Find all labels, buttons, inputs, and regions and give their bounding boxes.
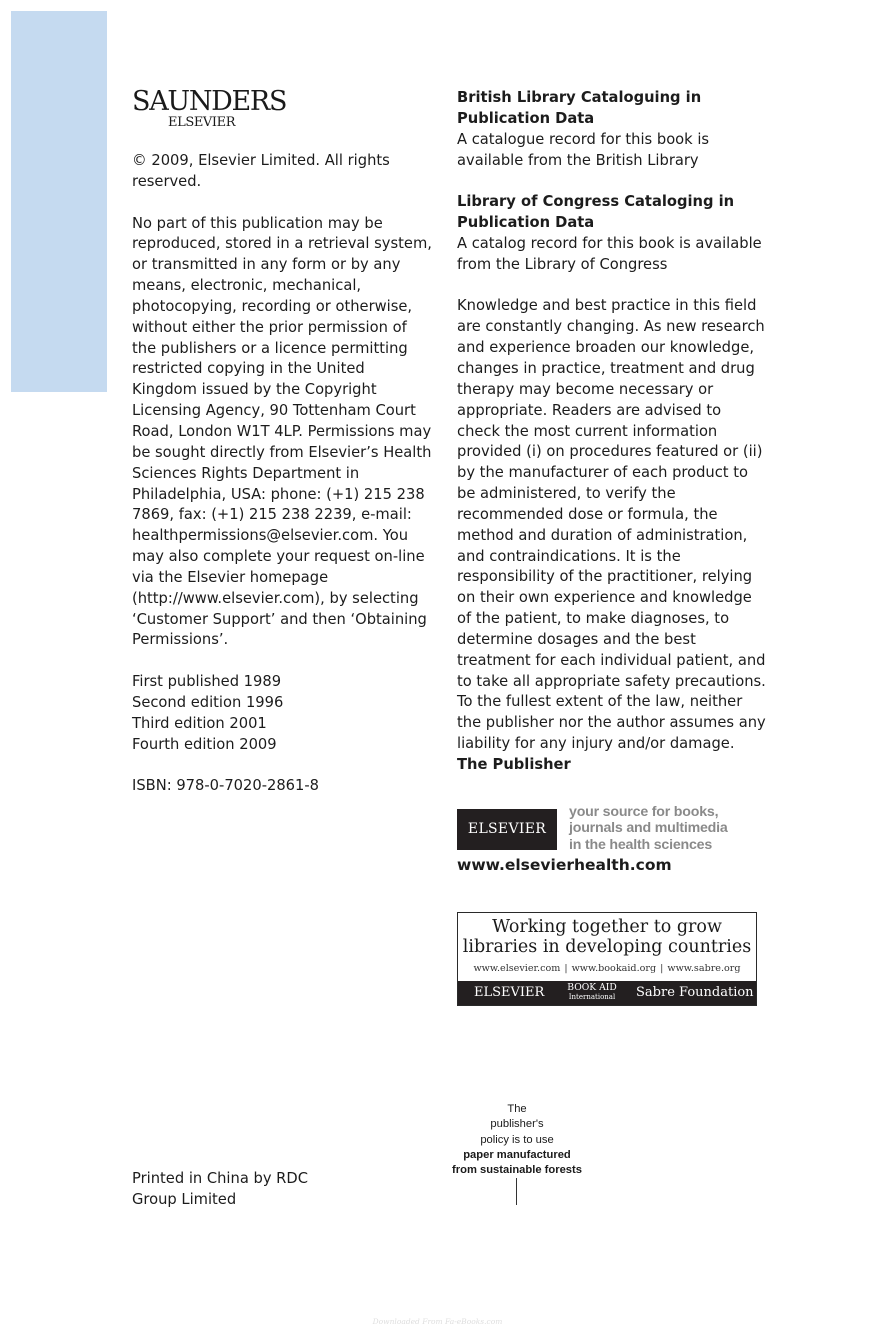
book-aid-footer-bar (458, 981, 756, 1005)
paper-line: publisher's (490, 1118, 544, 1131)
tagline-line: in the health sciences (569, 836, 713, 853)
footer-sabre-logo: Sabre Foundation (636, 985, 754, 1000)
edition-line: Second edition 1996 (132, 693, 284, 711)
book-aid-title-line: libraries in developing countries (462, 937, 752, 957)
paper-line: The (507, 1103, 527, 1115)
bookaid-sub: International (568, 993, 616, 1001)
british-library-heading: British Library Cataloguing in Publication Data (457, 89, 702, 127)
library-of-congress-text: A catalog record for this book is available from the Library of Congress (457, 234, 762, 273)
link-elsevier: www.elsevier.com (473, 963, 561, 974)
link-separator: | (564, 963, 568, 974)
right-column (457, 88, 767, 776)
medical-disclaimer: Knowledge and best practice in this field are constantly changing. As new research and experience broaden our knowledge, changes in practice, treatment and drug therapy may become necessary or appropriate. Readers are advised to check the most current information provided (i) on procedures featured or (ii) by the manufacturer of each product to be administered, to verify the recommended dose or formula, the method and duration of administration, and contraindications. It is the responsibility of the practitioner, relying on their own experience and knowledge of the patient, to make diagnoses, to determine dosages and the best treatment for each individual patient, and to take all appropriate safety precautions. To the fullest extent of the law, neither the publisher nor the author assumes any liability for any injury and/or damage. (457, 297, 766, 753)
footer-bookaid-logo (566, 983, 618, 1001)
link-sabre: www.sabre.org (667, 963, 741, 974)
paper-line: paper manufactured (463, 1148, 571, 1161)
paper-notice-rule (516, 1178, 517, 1205)
elsevier-health-ad (457, 805, 757, 855)
link-separator: | (660, 963, 664, 974)
tagline-line: journals and multimedia (569, 820, 728, 837)
book-aid-banner (457, 912, 757, 1006)
edition-line: Third edition 2001 (132, 714, 267, 732)
printer-notice (132, 1169, 352, 1211)
decorative-blue-strip (11, 11, 107, 392)
tagline-line: your source for books, (569, 804, 719, 820)
elsevier-health-url: www.elsevierhealth.com (457, 856, 672, 874)
link-bookaid: www.bookaid.org (571, 963, 657, 974)
rights-statement: No part of this publication may be reproduced, stored in a retrieval system, or transmitted in any form or by any means, electronic, mechanical, photocopying, recording or otherwise, without either the prior permission of the publishers or a licence permitting restricted copying in the United Kingdom issued by the Copyright Licensing Agency, 90 Tottenham Court Road, London W1T 4LP. Permissions may be sought directly from Elsevier’s Health Sciences Rights Department in Philadelphia, USA: phone: (+1) 215 238 7869, fax: (+1) 215 238 2239, e-mail: healthpermissions@elsevier.com. You may also complete your request on-line via the Elsevier homepage (http://www.elsevier.com), by selecting ‘Customer Support’ and then ‘Obtaining Permissions’. (132, 214, 432, 649)
footer-elsevier-logo: ELSEVIER (474, 985, 545, 1000)
edition-history (132, 672, 432, 755)
edition-line: Fourth edition 2009 (132, 735, 277, 753)
sustainable-paper-notice (452, 1102, 582, 1178)
library-of-congress-heading: Library of Congress Cataloging in Publication Data (457, 193, 735, 232)
british-library-text: A catalogue record for this book is available from the British Library (457, 130, 710, 169)
edition-line: First published 1989 (132, 673, 282, 691)
logo-saunders: SAUNDERS (132, 86, 287, 117)
isbn: ISBN: 978-0-7020-2861-8 (132, 777, 320, 795)
copyright-notice: © 2009, Elsevier Limited. All rights reserved. (132, 152, 390, 190)
book-aid-title (458, 917, 756, 957)
left-column (132, 151, 432, 797)
printed-in-text: Printed in China by RDC Group Limited (132, 1170, 308, 1208)
book-aid-links (458, 963, 756, 975)
logo-elsevier: ELSEVIER (168, 115, 236, 130)
book-aid-title-line: Working together to grow (492, 917, 722, 937)
bookaid-main: BOOK AID (567, 982, 617, 993)
elsevier-logo-box: ELSEVIER (457, 809, 557, 850)
elsevier-tagline (569, 804, 759, 853)
paper-line: from sustainable forests (452, 1164, 582, 1177)
publisher-signature: The Publisher (457, 756, 571, 773)
saunders-elsevier-logo (132, 86, 287, 130)
paper-line: policy is to use (480, 1133, 554, 1146)
download-watermark: Downloaded From Fa-eBooks.com (372, 1317, 503, 1326)
